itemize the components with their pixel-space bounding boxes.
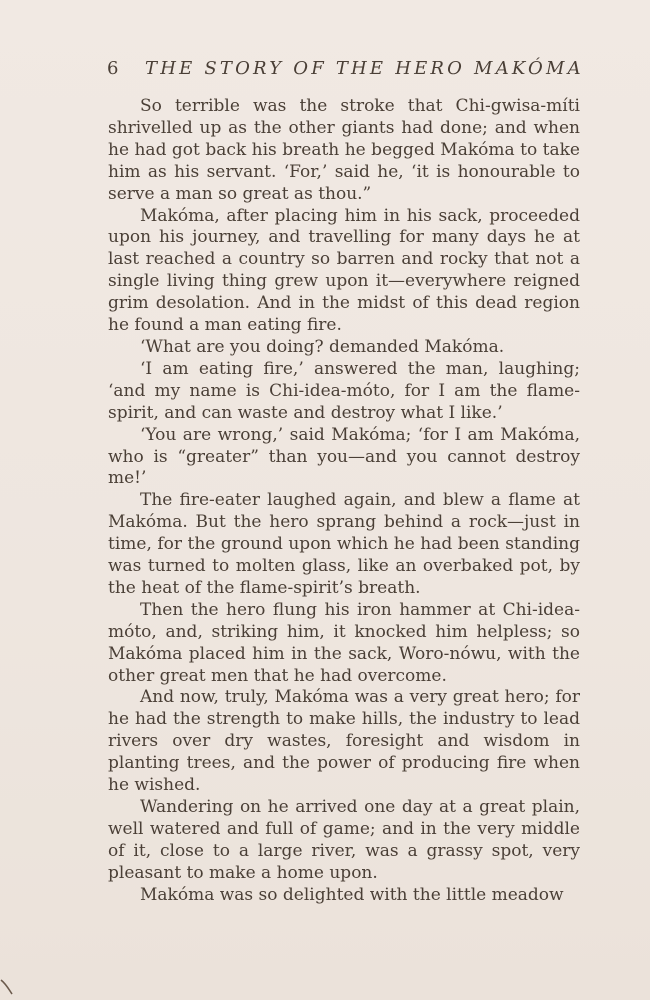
- corner-mark-icon: [0, 978, 14, 996]
- paragraph: ‘What are you doing? demanded Makóma.: [140, 336, 505, 357]
- paragraph: Makóma, after placing him in his sack, proceeded upon his journey, and travelling for many days he at last reached a country so barren and rocky that not a single living thing grew upon it—everywhere reigned grim desolation. And in the midst of this dead region he found a man eating fire.: [108, 205, 580, 336]
- running-title: THE STORY OF THE HERO MAKÓMA: [145, 58, 584, 79]
- body-text: [108, 96, 580, 907]
- paragraph: ‘You are wrong,’ said Makóma; ‘for I am Makóma, who is “greater” than you—and you cannot destroy me!’: [108, 424, 580, 489]
- paragraph: The fire-eater laughed again, and blew a flame at Makóma. But the hero sprang behind a rock—just in time, for the ground upon which he had been standing was turned to molten glass, like an overbaked pot, by the heat of the flame-spirit’s breath.: [108, 490, 580, 598]
- paragraph: ‘I am eating fire,’ answered the man, laughing; ‘and my name is Chi-idea-móto, for I am the flame-spirit, and can waste and destroy what I like.’: [108, 358, 580, 423]
- page-header: [107, 58, 584, 86]
- paragraph: So terrible was the stroke that Chi-gwisa-míti shrivelled up as the other giants had done; and when he had got back his breath he begged Makóma to take him as his servant. ‘For,’ said he, ‘it is honourable to serve a man so great as thou.”: [108, 96, 580, 204]
- paragraph: Makóma was so delighted with the little meadow: [140, 884, 564, 905]
- paragraph: Wandering on he arrived one day at a great plain, well watered and full of game; and in the very middle of it, close to a large river, was a grassy spot, very pleasant to make a home upon.: [108, 797, 580, 883]
- paragraph: And now, truly, Makóma was a very great hero; for he had the strength to make hills, the industry to lead rivers over dry wastes, foresight and wisdom in planting trees, and the power of producing fire when he wished.: [108, 687, 580, 796]
- paragraph: Then the hero flung his iron hammer at Chi-idea-móto, and, striking him, it knocked him helpless; so Makóma placed him in the sack, Woro-nówu, with the other great men that he had overcome.: [108, 599, 580, 686]
- page-number: 6: [107, 58, 121, 79]
